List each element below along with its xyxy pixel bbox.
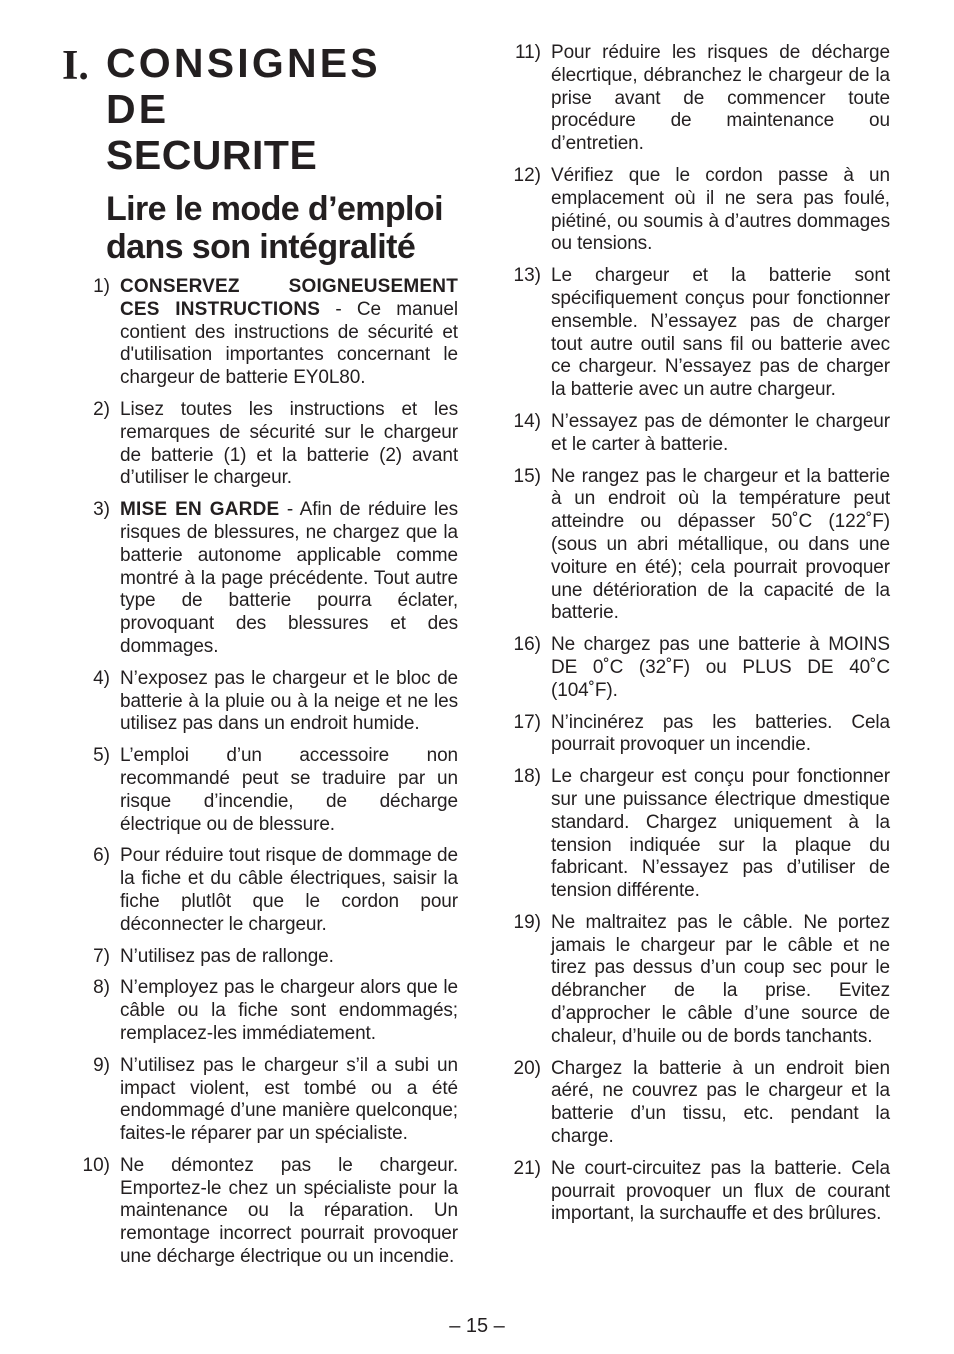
item-text (120, 745, 458, 836)
item-bold-lead: CONSERVEZ SOIGNEUSEMENT CES INSTRUCTIONS (120, 276, 458, 320)
list-item (62, 946, 458, 969)
list-item (62, 845, 458, 936)
list-item (502, 634, 890, 702)
item-number: 20) (513, 1057, 541, 1079)
item-text (551, 766, 890, 903)
list-item (62, 977, 458, 1045)
item-number: 16) (513, 634, 541, 656)
list-item (62, 1155, 458, 1269)
item-body: Ne chargez pas une batterie à MOINS DE 0˚C (32˚F) ou PLUS DE 40˚C (104˚F). (551, 634, 890, 701)
section-subtitle (106, 190, 458, 266)
item-body: Chargez la batterie à un endroit bien aéré, ne couvrez pas le chargeur et la batterie d’un tissu, etc. pendant la charge. (551, 1057, 890, 1148)
item-text (551, 411, 890, 457)
item-body: N’employez pas le chargeur alors que le câble ou la fiche sont endommagés; remplacez-les immédiatement. (120, 977, 458, 1044)
item-number: 2) (93, 398, 110, 420)
item-number: 5) (93, 745, 110, 767)
item-text (551, 712, 890, 758)
safety-list-right (502, 42, 890, 1226)
section-title-line2: SECURITE (106, 132, 318, 178)
item-body: N’incinérez pas les batteries. Cela pourrait provoquer un incendie. (551, 711, 890, 756)
item-text (120, 499, 458, 659)
item-text (120, 977, 458, 1045)
item-text (551, 165, 890, 256)
item-text (551, 1058, 890, 1149)
item-number: 7) (93, 945, 110, 967)
item-number: 11) (514, 42, 541, 63)
item-text (120, 1055, 458, 1146)
subtitle-line2: dans son intégralité (106, 228, 416, 266)
section-title (106, 40, 458, 178)
item-number: 4) (93, 667, 110, 689)
list-item (502, 1158, 890, 1226)
item-number: 3) (93, 499, 110, 521)
list-item (502, 912, 890, 1049)
item-number: 9) (93, 1054, 110, 1076)
subtitle-line1: Lire le mode d’emploi (106, 190, 443, 228)
page-number: – 15 – (449, 1315, 505, 1337)
item-text (120, 946, 458, 969)
item-body: N’essayez pas de démonter le chargeur et le carter à batterie. (551, 410, 890, 455)
item-body: Ne court-circuitez pas la batterie. Cela pourrait provoquer un flux de courant important, la surchauffe et des brûlures. (551, 1157, 890, 1225)
item-number: 15) (513, 465, 541, 487)
item-body: - Ce manuel contient des instructions de sécurité et d'utilisation importantes concernant le chargeur de batterie EY0L80. (120, 298, 458, 389)
item-text (551, 634, 890, 702)
item-body: Ne démontez pas le chargeur. Emportez-le chez un spécialiste pour la maintenance ou la réparation. Un remontage incorrect pourrait provoquer une décharge électrique ou un incendie. (120, 1154, 458, 1268)
list-item (62, 1055, 458, 1146)
item-body: L’emploi d’un accessoire non recommandé peut se traduire par un risque d’incendie, de décharge électrique ou de blessure. (120, 745, 458, 835)
item-body: Le chargeur et la batterie sont spécifiquement conçus pour fonctionner ensemble. N’essayez pas de charger tout autre outil sans fil ou batterie avec ce chargeur. N’essayez pas de charger la batterie avec un autre chargeur. (551, 265, 890, 401)
item-text (551, 265, 890, 402)
item-text (120, 668, 458, 736)
item-text (120, 276, 458, 390)
item-body: N’utilisez pas le chargeur s’il a subi un impact violent, est tombé ou a été endommagé d’une manière quelconque; faites-le réparer par un spécialiste. (120, 1054, 458, 1145)
item-number: 21) (513, 1157, 541, 1179)
item-number: 12) (513, 164, 541, 186)
section-number: I. (62, 43, 89, 89)
item-body: Ne rangez pas le chargeur et la batterie à un endroit où la température peut atteindre ou dépasser 50˚C (122˚F) (sous un abri métallique, ou dans une voiture en été); cela pourrait provoquer une détérioration de la capacité de la batterie. (551, 465, 890, 624)
item-body: Ne maltraitez pas le câble. Ne portez jamais le chargeur par le câble et ne tirez pas dessus d’un coup sec pour le débrancher de la prise. Evitez d’approcher le câble d’une source de chaleur, d’huile ou de bords tanchants. (551, 911, 890, 1047)
item-body: Le chargeur est conçu pour fonctionner sur une puissance électrique dmestique standard. Chargez uniquement à la tension indiquée sur la plaque du fabricant. N’essayez pas d’utiliser de tension différente. (551, 766, 890, 902)
item-text (551, 912, 890, 1049)
item-bold-lead: MISE EN GARDE (120, 499, 280, 521)
item-number: 1) (93, 276, 110, 297)
list-item (502, 1058, 890, 1149)
item-body: Pour réduire tout risque de dommage de la fiche et du câble électriques, saisir la fiche plutlôt que le cordon pour déconnecter le chargeur. (120, 845, 458, 935)
item-text (551, 1158, 890, 1226)
list-item (502, 265, 890, 402)
list-item (502, 165, 890, 256)
item-body: N’exposez pas le chargeur et le bloc de batterie à la pluie ou à la neige et ne les utilisez pas dans un endroit humide. (120, 667, 458, 735)
item-body: N’utilisez pas de rallonge. (120, 945, 334, 967)
list-item (502, 411, 890, 457)
item-text (120, 1155, 458, 1269)
item-text (551, 466, 890, 626)
item-text (120, 399, 458, 490)
item-text (551, 42, 890, 156)
right-column (502, 42, 890, 1235)
list-item (502, 42, 890, 156)
list-item (62, 399, 458, 490)
item-number: 13) (513, 265, 541, 287)
safety-list-left (62, 276, 458, 1269)
list-item (502, 766, 890, 903)
section-heading (62, 40, 458, 178)
left-column (62, 40, 458, 1278)
item-body: - Afin de réduire les risques de blessures, ne chargez que la batterie autonome applicable comme montré à la page précédente. Tout autre type de batterie pourra éclater, provoquant des blessures et des dommages. (120, 499, 459, 657)
item-body: Pour réduire les risques de décharge élecrtique, débranchez le chargeur de la prise avant de commencer toute procédure de maintenance ou d’entretien. (551, 42, 890, 155)
list-item (62, 668, 458, 736)
item-number: 10) (82, 1154, 110, 1176)
item-text (120, 845, 458, 936)
item-number: 14) (513, 410, 541, 432)
section-title-line1: CONSIGNES DE (106, 40, 381, 132)
item-number: 17) (513, 711, 541, 733)
item-body: Lisez toutes les instructions et les remarques de sécurité sur le chargeur de batterie (1) et la batterie (2) avant d’utiliser le chargeur. (120, 398, 458, 489)
list-item (62, 499, 458, 659)
list-item (62, 276, 458, 390)
item-number: 6) (93, 845, 110, 867)
item-number: 19) (513, 911, 541, 933)
list-item (62, 745, 458, 836)
item-number: 18) (513, 766, 541, 788)
item-number: 8) (93, 977, 110, 999)
list-item (502, 712, 890, 758)
item-body: Vérifiez que le cordon passe à un emplacement où il ne sera pas foulé, piétiné, ou soumis à d’autres dommages ou tensions. (551, 164, 890, 255)
list-item (502, 466, 890, 626)
